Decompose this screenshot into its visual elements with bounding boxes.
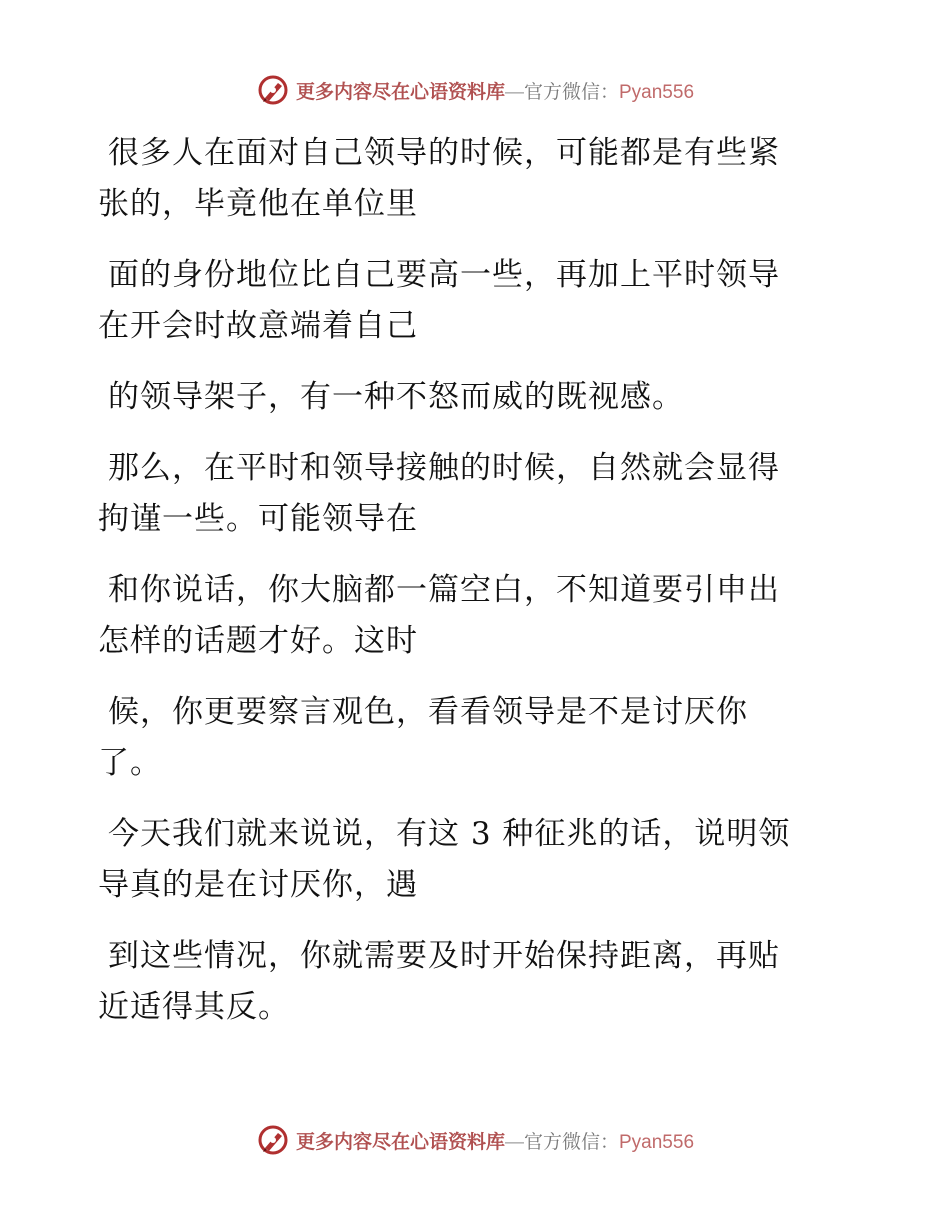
paragraph-line: 到这些情况，你就需要及时开始保持距离，再贴 <box>108 938 780 974</box>
paragraph-4 <box>98 443 838 545</box>
header-banner <box>0 70 950 110</box>
paragraph-line: 和你说话，你大脑都一篇空白，不知道要引申出 <box>108 572 780 608</box>
paragraph-7 <box>98 809 838 911</box>
footer-wechat-id: Pyan556 <box>619 1131 695 1153</box>
paragraph-5 <box>98 565 838 667</box>
paragraph-line: 拘谨一些。可能领导在 <box>98 501 418 537</box>
pen-logo-icon <box>256 1123 290 1157</box>
pen-logo-icon <box>256 73 290 107</box>
paragraph-line: 候，你更要察言观色，看看领导是不是讨厌你 <box>108 694 748 730</box>
paragraph-3 <box>98 372 838 423</box>
paragraph-line: 近适得其反。 <box>98 989 290 1025</box>
paragraph-line: 了。 <box>98 745 162 781</box>
paragraph-line: 怎样的话题才好。这时 <box>98 623 418 659</box>
header-main-text: 更多内容尽在心语资料库 <box>295 80 505 103</box>
paragraph-line: 导真的是在讨厌你，遇 <box>98 867 418 903</box>
paragraph-line: 的领导架子，有一种不怒而威的既视感。 <box>108 379 684 415</box>
header-wechat-id: Pyan556 <box>619 81 695 103</box>
paragraph-line: 面的身份地位比自己要高一些，再加上平时领导 <box>108 257 780 293</box>
paragraph-8 <box>98 931 838 1033</box>
footer-main-text: 更多内容尽在心语资料库 <box>295 1130 505 1153</box>
paragraph-line: 那么，在平时和领导接触的时候，自然就会显得 <box>108 450 780 486</box>
footer-label: 官方微信： <box>523 1130 619 1153</box>
footer-dash: — <box>504 1131 524 1153</box>
footer-banner <box>0 1120 950 1160</box>
header-dash: — <box>504 81 524 103</box>
paragraph-2 <box>98 250 838 352</box>
paragraph-1 <box>98 128 838 230</box>
paragraph-6 <box>98 687 838 789</box>
paragraph-line: 很多人在面对自己领导的时候，可能都是有些紧 <box>108 135 780 171</box>
paragraph-line: 张的，毕竟他在单位里 <box>98 186 418 222</box>
header-label: 官方微信： <box>523 80 619 103</box>
paragraph-line: 今天我们就来说说，有这 3 种征兆的话，说明领 <box>108 816 791 852</box>
paragraph-line: 在开会时故意端着自己 <box>98 308 418 344</box>
document-body <box>98 128 838 1053</box>
